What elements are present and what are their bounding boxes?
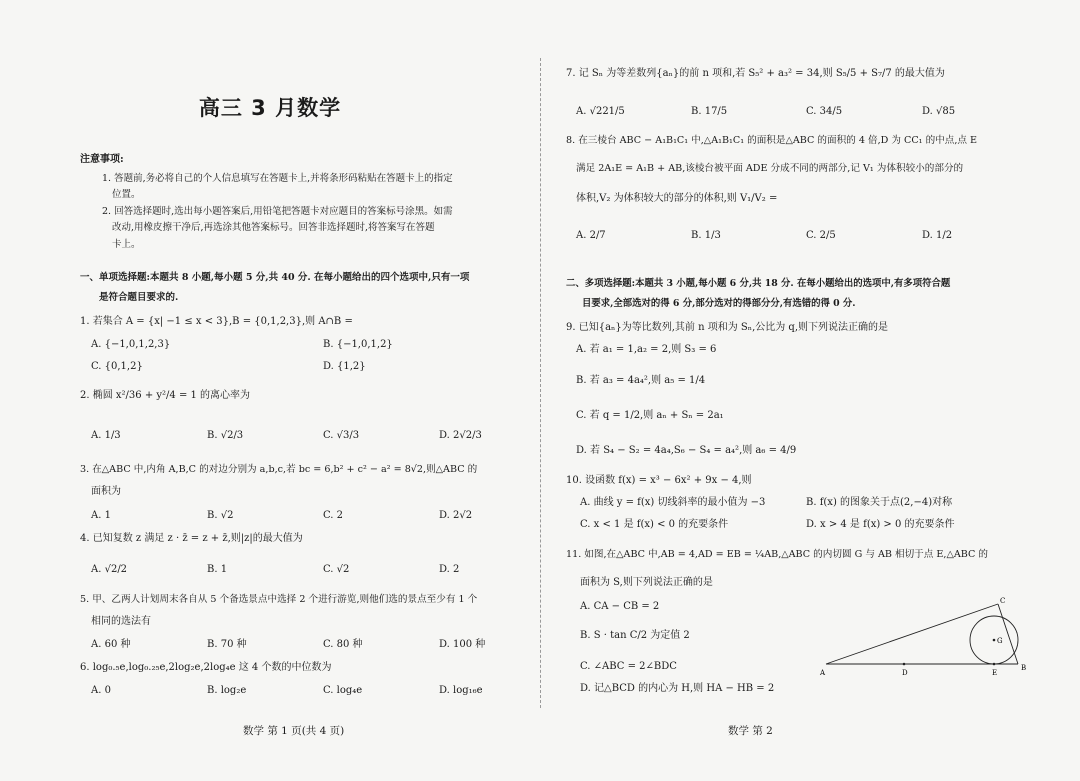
q11-option-d: D. 记△BCD 的内心为 H,则 HA − HB = 2 <box>580 683 775 694</box>
q4-stem: 4. 已知复数 z 满足 z · z̄ = z + z̄,则|z|的最大值为 <box>80 533 303 544</box>
label-d: D <box>902 669 908 677</box>
q2-stem: 2. 椭圆 x²/36 + y²/4 = 1 的离心率为 <box>80 390 251 401</box>
q3-stem-cont: 面积为 <box>91 486 121 497</box>
q5-option-b: B. 70 种 <box>207 639 247 650</box>
q11-option-a: A. CA − CB = 2 <box>580 601 660 612</box>
section-1-heading: 一、单项选择题:本题共 8 小题,每小题 5 分,共 40 分. 在每小题给出的四个选项中,只有一项 <box>80 272 470 283</box>
q11-option-b: B. S · tan C/2 为定值 2 <box>580 630 690 641</box>
q10-stem: 10. 设函数 f(x) = x³ − 6x² + 9x − 4,则 <box>566 475 752 486</box>
q9-option-a: A. 若 a₁ = 1,a₂ = 2,则 S₃ = 6 <box>576 344 717 355</box>
point-g <box>993 639 996 642</box>
point-e <box>993 663 996 666</box>
page-title: 高三 3 月数学 <box>198 96 342 120</box>
label-a: A <box>820 669 826 677</box>
label-b: B <box>1021 664 1027 672</box>
label-g: G <box>997 637 1003 645</box>
q5-option-a: A. 60 种 <box>91 639 131 650</box>
q6-stem: 6. log₀.₅e,log₀.₂₅e,2log₂e,2log₄e 这 4 个数的中位数为 <box>80 662 332 673</box>
triangle-incircle-figure <box>810 596 1080 680</box>
q4-option-b: B. 1 <box>207 564 228 575</box>
q2-option-c: C. √3/3 <box>323 430 360 441</box>
q10-option-c: C. x < 1 是 f(x) < 0 的充要条件 <box>580 519 729 530</box>
q5-stem-cont: 相同的选法有 <box>91 616 151 627</box>
q1-stem: 1. 若集合 A = {x| −1 ≤ x < 3},B = {0,1,2,3},则 A∩B = <box>80 316 353 327</box>
q3-option-c: C. 2 <box>323 510 344 521</box>
q8-option-b: B. 1/3 <box>691 230 721 241</box>
q9-stem: 9. 已知{aₙ}为等比数列,其前 n 项和为 Sₙ,公比为 q,则下列说法正确的是 <box>566 322 889 333</box>
q2-option-a: A. 1/3 <box>91 430 121 441</box>
q9-option-d: D. 若 S₄ − S₂ = 4a₄,S₆ − S₄ = a₄²,则 a₆ = 4/9 <box>576 445 797 456</box>
side-ac <box>826 604 998 664</box>
notice-line: 位置。 <box>112 189 141 200</box>
q3-stem: 3. 在△ABC 中,内角 A,B,C 的对边分别为 a,b,c,若 bc = 6,b² + c² − a² = 8√2,则△ABC 的 <box>80 464 478 475</box>
section-2-heading: 二、多项选择题:本题共 3 小题,每小题 6 分,共 18 分. 在每小题给出的选项中,有多项符合题 <box>566 278 951 289</box>
notice-line: 改动,用橡皮擦干净后,再选涂其他答案标号。回答非选择题时,将答案写在答题 <box>112 222 435 233</box>
q6-option-c: C. log₄e <box>323 685 363 696</box>
q8-option-c: C. 2/5 <box>806 230 836 241</box>
q3-option-d: D. 2√2 <box>439 510 473 521</box>
q2-option-b: B. √2/3 <box>207 430 244 441</box>
q3-option-a: A. 1 <box>91 510 111 521</box>
notice-heading: 注意事项: <box>80 154 124 165</box>
q9-option-b: B. 若 a₃ = 4a₄²,则 a₅ = 1/4 <box>576 375 706 386</box>
q3-option-b: B. √2 <box>207 510 234 521</box>
q4-option-d: D. 2 <box>439 564 460 575</box>
q6-option-d: D. log₁₆e <box>439 685 483 696</box>
label-c: C <box>1000 597 1006 605</box>
point-d <box>903 663 906 666</box>
q8-stem: 8. 在三棱台 ABC − A₁B₁C₁ 中,△A₁B₁C₁ 的面积是△ABC 的面积的 4 倍,D 为 CC₁ 的中点,点 E <box>566 135 978 146</box>
label-e: E <box>992 669 998 677</box>
page-2 <box>540 0 1080 781</box>
section-1-heading-cont: 是符合题目要求的. <box>99 292 179 303</box>
notice-line: 卡上。 <box>112 239 141 250</box>
q8-stem-cont: 体积,V₂ 为体积较大的部分的体积,则 V₁/V₂ = <box>576 193 778 204</box>
q1-option-a: A. {−1,0,1,2,3} <box>91 339 171 350</box>
q8-option-d: D. 1/2 <box>922 230 953 241</box>
q11-stem: 11. 如图,在△ABC 中,AB = 4,AD = EB = ¼AB,△ABC 的内切圆 G 与 AB 相切于点 E,△ABC 的 <box>566 549 988 560</box>
q10-option-d: D. x > 4 是 f(x) > 0 的充要条件 <box>806 519 955 530</box>
q11-option-c: C. ∠ABC = 2∠BDC <box>580 661 677 672</box>
q5-option-c: C. 80 种 <box>323 639 363 650</box>
q1-option-d: D. {1,2} <box>323 361 366 372</box>
q9-option-c: C. 若 q = 1/2,则 aₙ + Sₙ = 2a₁ <box>576 410 724 421</box>
q11-stem-cont: 面积为 S,则下列说法正确的是 <box>580 577 713 588</box>
q10-option-b: B. f(x) 的图象关于点(2,−4)对称 <box>806 497 953 508</box>
section-2-heading-cont: 目要求,全部选对的得 6 分,部分选对的得部分分,有选错的得 0 分. <box>582 298 856 309</box>
q7-stem: 7. 记 Sₙ 为等差数列{aₙ}的前 n 项和,若 S₅² + a₃² = 34,则 S₅/5 + S₇/7 的最大值为 <box>566 68 945 79</box>
q5-option-d: D. 100 种 <box>439 639 486 650</box>
notice-line: 1. 答题前,务必将自己的个人信息填写在答题卡上,并将条形码粘贴在答题卡上的指定 <box>102 173 453 184</box>
q4-option-c: C. √2 <box>323 564 350 575</box>
q7-option-c: C. 34/5 <box>806 106 843 117</box>
notice-line: 2. 回答选择题时,选出每小题答案后,用铅笔把答题卡对应题目的答案标号涂黑。如需 <box>102 206 453 217</box>
q6-option-a: A. 0 <box>91 685 111 696</box>
page-footer: 数学 第 1 页(共 4 页) <box>243 725 345 737</box>
q10-option-a: A. 曲线 y = f(x) 切线斜率的最小值为 −3 <box>580 497 766 508</box>
q5-stem: 5. 甲、乙两人计划周末各自从 5 个备选景点中选择 2 个进行游览,则他们选的景点至少有 1 个 <box>80 594 478 605</box>
page-footer: 数学 第 2 <box>728 725 773 737</box>
q7-option-b: B. 17/5 <box>691 106 728 117</box>
q7-option-d: D. √85 <box>922 106 956 117</box>
side-cb <box>998 604 1018 664</box>
q1-option-c: C. {0,1,2} <box>91 361 143 372</box>
q1-option-b: B. {−1,0,1,2} <box>323 339 393 350</box>
q8-stem-cont: 满足 2A₁E = A₁B + AB,该棱台被平面 ADE 分成不同的两部分,记 V₁ 为体积较小的部分的 <box>576 163 964 174</box>
q8-option-a: A. 2/7 <box>576 230 606 241</box>
q7-option-a: A. √221/5 <box>576 106 625 117</box>
q6-option-b: B. log₂e <box>207 685 247 696</box>
q4-option-a: A. √2/2 <box>91 564 128 575</box>
q2-option-d: D. 2√2/3 <box>439 430 482 441</box>
